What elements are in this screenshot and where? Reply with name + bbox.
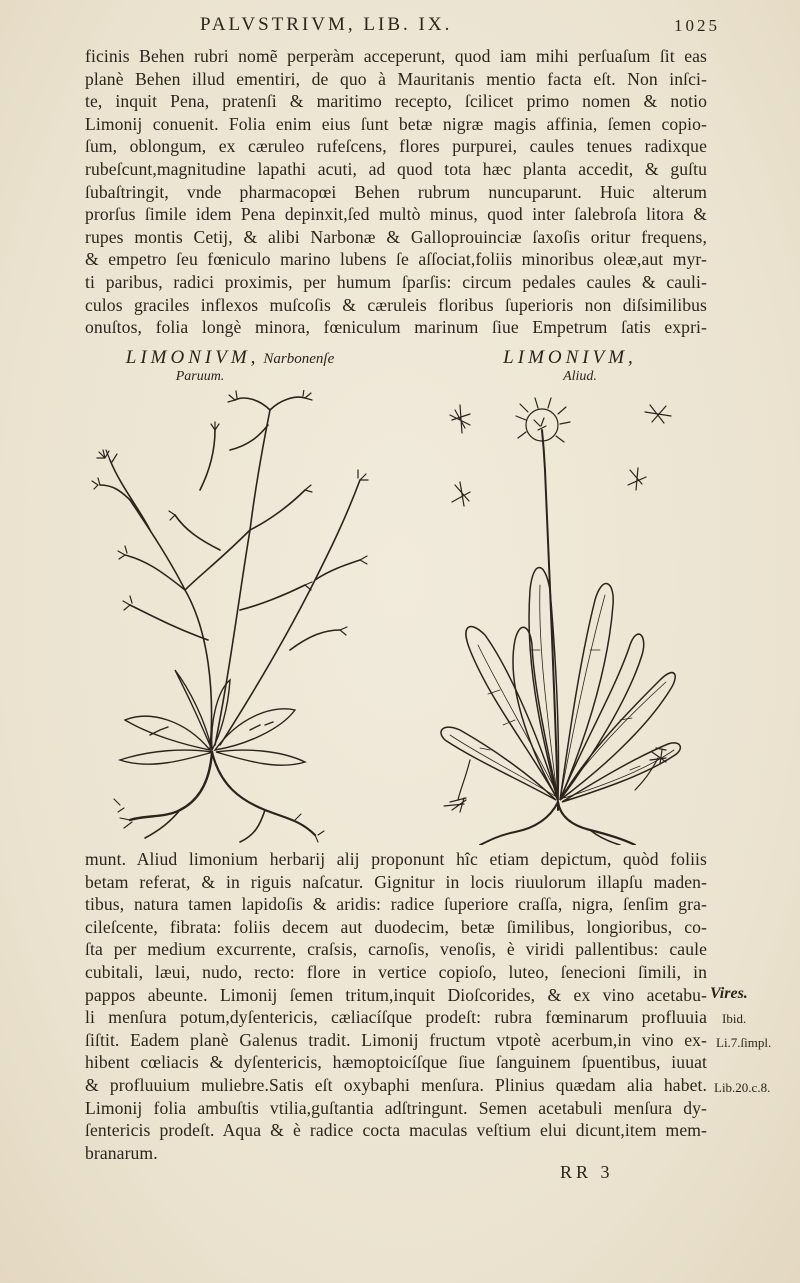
text-line: te, inquit Pena, pratenſi & maritimo recepto, ſcilicet primo nomen & notio [85,91,707,112]
body-text-top [85,45,707,341]
signature-mark: RR 3 [560,1162,614,1182]
text-line: branarum. [85,1142,158,1163]
text-line: pappos abeunte. Limonij ſemen tritum,inquit Dioſcorides, & ex vino acetabu- [85,984,707,1005]
text-line: ſta per medium excurrente, craſsis, carnoſis, venoſis, è viridi pallentibus: caule [85,939,707,960]
text-line: & profluuium muliebre.Satis eſt oxybaphi menſura. Plinius quædam alia habet. [85,1074,707,1095]
left-figure-title: LIMONIVM, [125,347,260,368]
text-line: prorſus ſimile idem Pena depinxit,ſed multò minus, quod inter ſalebroſa litora & [85,204,707,225]
running-title: PALVSTRIVM, LIB. IX. [200,14,453,35]
text-line: munt. Aliud limonium herbarij alij proponunt hîc etiam depictum, quòd foliis [85,849,707,869]
page-number: 1025 [674,16,720,35]
text-line: onuſtos, folia longè minora, fœniculum marinum ſiue Empetrum ſatis expri- [85,317,707,338]
right-figure-caption [470,347,670,385]
body-text-bottom [85,848,707,1170]
right-figure-subtitle: Aliud. [563,369,597,384]
text-line: & empetro ſeu fœniculo marino lubens ſe aſſociat,foliis minoribus oleæ,aut myr- [85,249,707,270]
text-line: culos graciles inflexos muſcoſis & cæruleis floribus ſuperioris non diſsimilibus [85,294,707,315]
limonium-narbonense-illustration [90,390,390,845]
left-figure-title-extra: Narbonenſe [263,351,335,367]
text-line: rubeſcunt,magnitudine lapathi acuti, ad quod tota hæc planta accedit, & guſtu [85,158,707,179]
text-line: hibent cœliacis & dyſentericis, hæmoptoicíſque ſiue ſanguinem ſpuentibus, iuuat [85,1052,707,1073]
limonium-aliud-illustration [430,390,690,845]
text-line: rupes montis Cetij, & alibi Narbonæ & Galloprouinciæ ſaxoſis oritur frequens, [85,226,707,247]
text-line: Limonij folia ambuſtis vtilia,guſtantia adſtringunt. Semen acetabuli menſura dy- [85,1097,707,1118]
text-line: cileſcente, fibrata: foliis decem aut duodecim, betæ ſimilibus, longioribus, co- [85,916,707,937]
text-line: ſubaſtringit, vnde pharmacopœi Behen rubrum nuncuparunt. Huic alterum [85,181,707,202]
text-line: betam referat, & in riguis naſcatur. Gignitur in locis riuulorum illapſu maden- [85,871,707,892]
text-line: tibus, natura tamen lapidoſis & aridis: radice ſuperiore craſſa, nigra, ſenſim gra- [85,894,707,915]
margin-note-vires: Vires. [710,985,748,1002]
text-line: cubitali, læui, nudo, recto: flore in vertice copioſo, luteo, ſenecioni ſimili, in [85,961,707,982]
margin-note-simpl: Li.7.ſimpl. [716,1035,772,1050]
text-line: ſentericis prodeſt. Aqua & è radice cocta maculas veſtium elui dicunt,item mem- [85,1120,707,1141]
left-figure-subtitle: Paruum. [175,369,225,384]
right-figure-title: LIMONIVM, [503,347,637,368]
text-line: ſum, oblongum, ex cæruleo rufeſcens, flores purpurei, caules tenues radixque [85,136,707,157]
margin-note-lib: Lib.20.c.8. [714,1080,771,1095]
margin-note-ibid: Ibid. [722,1011,747,1026]
text-line: ti paribus, radici proximis, per humum ſparſis: circum pedales caules & cauli- [85,271,707,292]
left-figure-caption [100,347,360,385]
text-line: planè Behen illud ementiri, de quo à Mauritanis mentio facta eſt. Non inſci- [85,68,707,89]
text-line: li menſura potum,dyſentericis, cæliacíſque prodeſt: rubra fœminarum profluuia [85,1007,707,1028]
text-line: ſiſtit. Eadem planè Galenus tradit. Limonij fructum vtpotè acerbum,in vino ex- [85,1029,707,1050]
text-line: Limonij conuenit. Folia enim eius ſunt betæ nigræ magis affinia, ſemen copio- [85,113,707,134]
text-line: ficinis Behen rubri nomẽ perperàm acceperunt, quod iam mihi perſuaſum ſit eas [85,46,707,66]
page-header [200,14,720,40]
